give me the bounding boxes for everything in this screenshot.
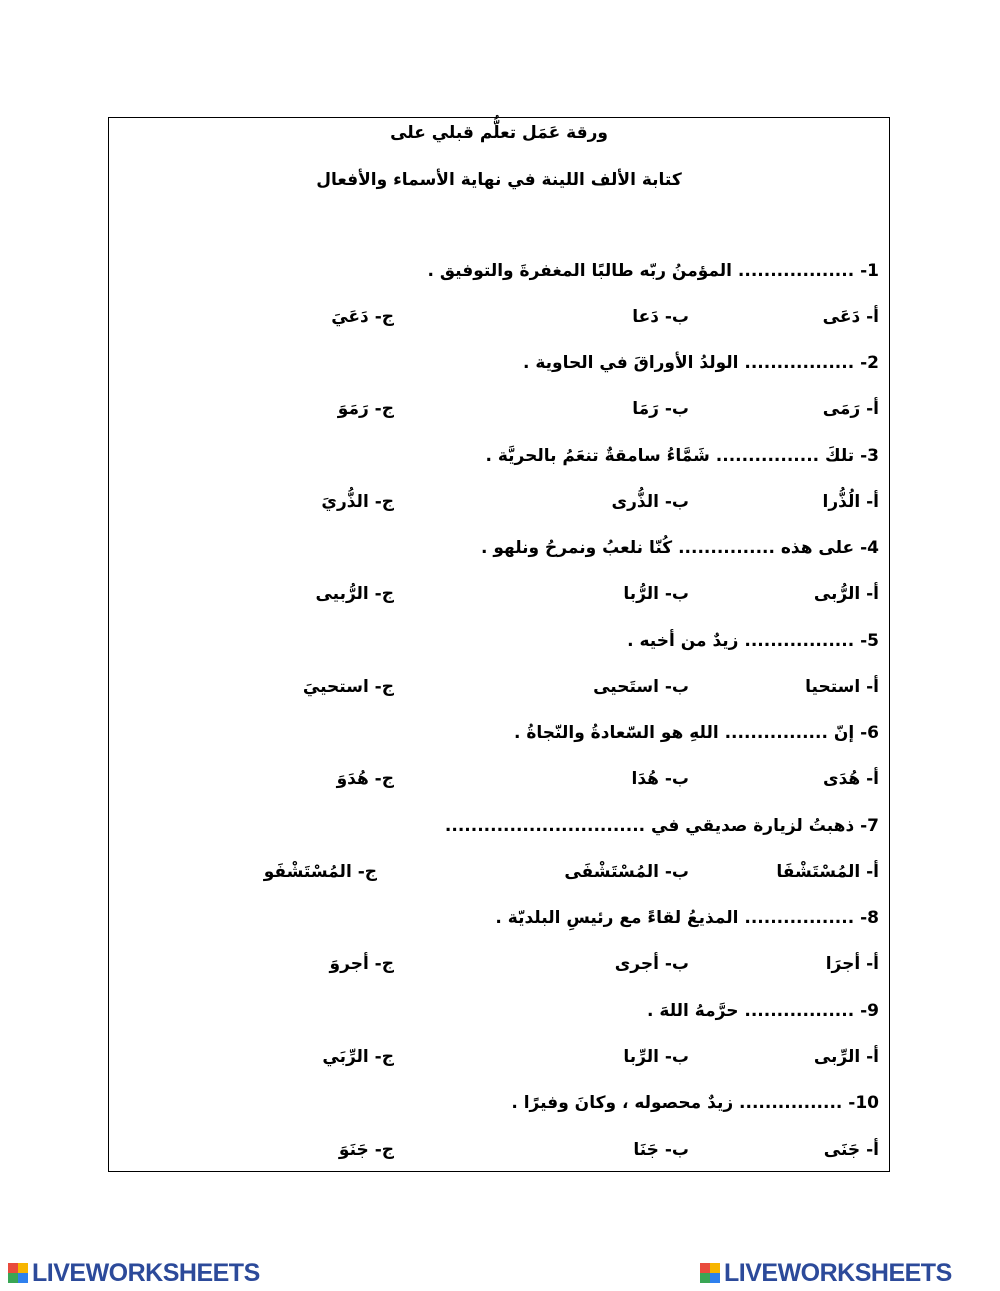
- question-4-option-a[interactable]: أ- الرُّبى: [813, 584, 879, 604]
- question-10-option-a[interactable]: أ- جَنَى: [823, 1140, 879, 1160]
- question-2-option-b[interactable]: ب- رَمَا: [632, 399, 689, 419]
- question-1-option-a[interactable]: أ- دَعَى: [822, 307, 879, 327]
- question-5: 5- ................. زيدٌ من أخيه .: [627, 631, 879, 651]
- question-1-option-b[interactable]: ب- دَعا: [632, 307, 689, 327]
- liveworksheets-brand-left[interactable]: [8, 1260, 260, 1286]
- question-7-option-c[interactable]: ج- المُسْتَشْفَو: [263, 862, 377, 882]
- question-3: 3- تلكَ ................ شَمَّاءُ سامقةٌ تنعَمُ بالحريَّة .: [485, 446, 879, 466]
- brand-text: LIVEWORKSHEETS: [724, 1258, 952, 1287]
- question-6-option-c[interactable]: ج- هُدَوَ: [336, 769, 394, 789]
- liveworksheets-logo-icon: [700, 1263, 720, 1283]
- question-4-option-b[interactable]: ب- الرُّبا: [623, 584, 689, 604]
- logo-square-blue: [710, 1273, 720, 1283]
- question-4: 4- على هذه ............... كُنّا نلعبُ ونمرحُ ونلهو .: [480, 538, 879, 558]
- question-3-option-a[interactable]: أ- الُذُّرا: [822, 492, 879, 512]
- liveworksheets-logo-icon: [8, 1263, 28, 1283]
- question-9-option-b[interactable]: ب- الرِّبا: [623, 1047, 689, 1067]
- question-7: 7- ذهبتُ لزيارة صديقي في ...............................: [444, 816, 879, 836]
- question-6-option-b[interactable]: ب- هُدَا: [631, 769, 689, 789]
- worksheet-frame: [108, 117, 890, 1172]
- logo-square-green: [700, 1273, 710, 1283]
- logo-square-yellow: [710, 1263, 720, 1273]
- question-4-option-c[interactable]: ج- الرُّبيى: [315, 584, 394, 604]
- question-1-option-c[interactable]: ج- دَعَيَ: [331, 307, 394, 327]
- question-10: 10- ................ زيدٌ محصوله ، وكانَ وفيرًا .: [511, 1093, 879, 1113]
- question-8-option-a[interactable]: أ- أجرَا: [825, 954, 879, 974]
- question-9-option-c[interactable]: ج- الرِّبَي: [322, 1047, 394, 1067]
- question-3-option-c[interactable]: ج- الذُّريَ: [321, 492, 394, 512]
- question-5-option-b[interactable]: ب- استَحيى: [593, 677, 689, 697]
- question-7-option-a[interactable]: أ- المُسْتَشْفَا: [776, 862, 879, 882]
- logo-square-blue: [18, 1273, 28, 1283]
- question-10-option-b[interactable]: ب- جَنَا: [633, 1140, 689, 1160]
- question-1: 1- .................. المؤمنُ ربّه طالبًا المغفرةَ والتوفيق .: [427, 261, 879, 281]
- question-9-option-a[interactable]: أ- الرِّبى: [813, 1047, 879, 1067]
- brand-text: LIVEWORKSHEETS: [32, 1258, 260, 1287]
- logo-square-yellow: [18, 1263, 28, 1273]
- question-6-option-a[interactable]: أ- هُدَى: [823, 769, 879, 789]
- question-5-option-c[interactable]: ج- استحييَ: [302, 677, 394, 697]
- question-8: 8- ................. المذيعُ لقاءً مع رئيسِ البلديّة .: [495, 908, 879, 928]
- question-2-option-a[interactable]: أ- رَمَى: [822, 399, 879, 419]
- question-2-option-c[interactable]: ج- رَمَوَ: [337, 399, 394, 419]
- worksheet-subtitle: كتابة الألف اللينة في نهاية الأسماء والأفعال: [316, 170, 682, 190]
- question-7-option-b[interactable]: ب- المُسْتَشْفَى: [564, 862, 689, 882]
- logo-square-green: [8, 1273, 18, 1283]
- logo-square-red: [8, 1263, 18, 1273]
- question-5-option-a[interactable]: أ- استحيا: [805, 677, 879, 697]
- liveworksheets-brand-right[interactable]: [700, 1260, 952, 1286]
- worksheet-title: ورقة عَمَل تعلُّم قبلي على: [390, 123, 608, 143]
- question-9: 9- ................. حرَّمهُ اللهَ .: [647, 1001, 879, 1021]
- question-10-option-c[interactable]: ج- جَنَوَ: [338, 1140, 394, 1160]
- question-3-option-b[interactable]: ب- الذُّرى: [611, 492, 689, 512]
- question-2: 2- ................. الولدُ الأوراقَ في الحاوية .: [522, 353, 879, 373]
- logo-square-red: [700, 1263, 710, 1273]
- question-8-option-b[interactable]: ب- أجرى: [614, 954, 689, 974]
- question-8-option-c[interactable]: ج- أجروَ: [329, 954, 394, 974]
- question-6: 6- إنّ ................ اللهِ هو السّعادةُ والنّجاةُ .: [514, 723, 879, 743]
